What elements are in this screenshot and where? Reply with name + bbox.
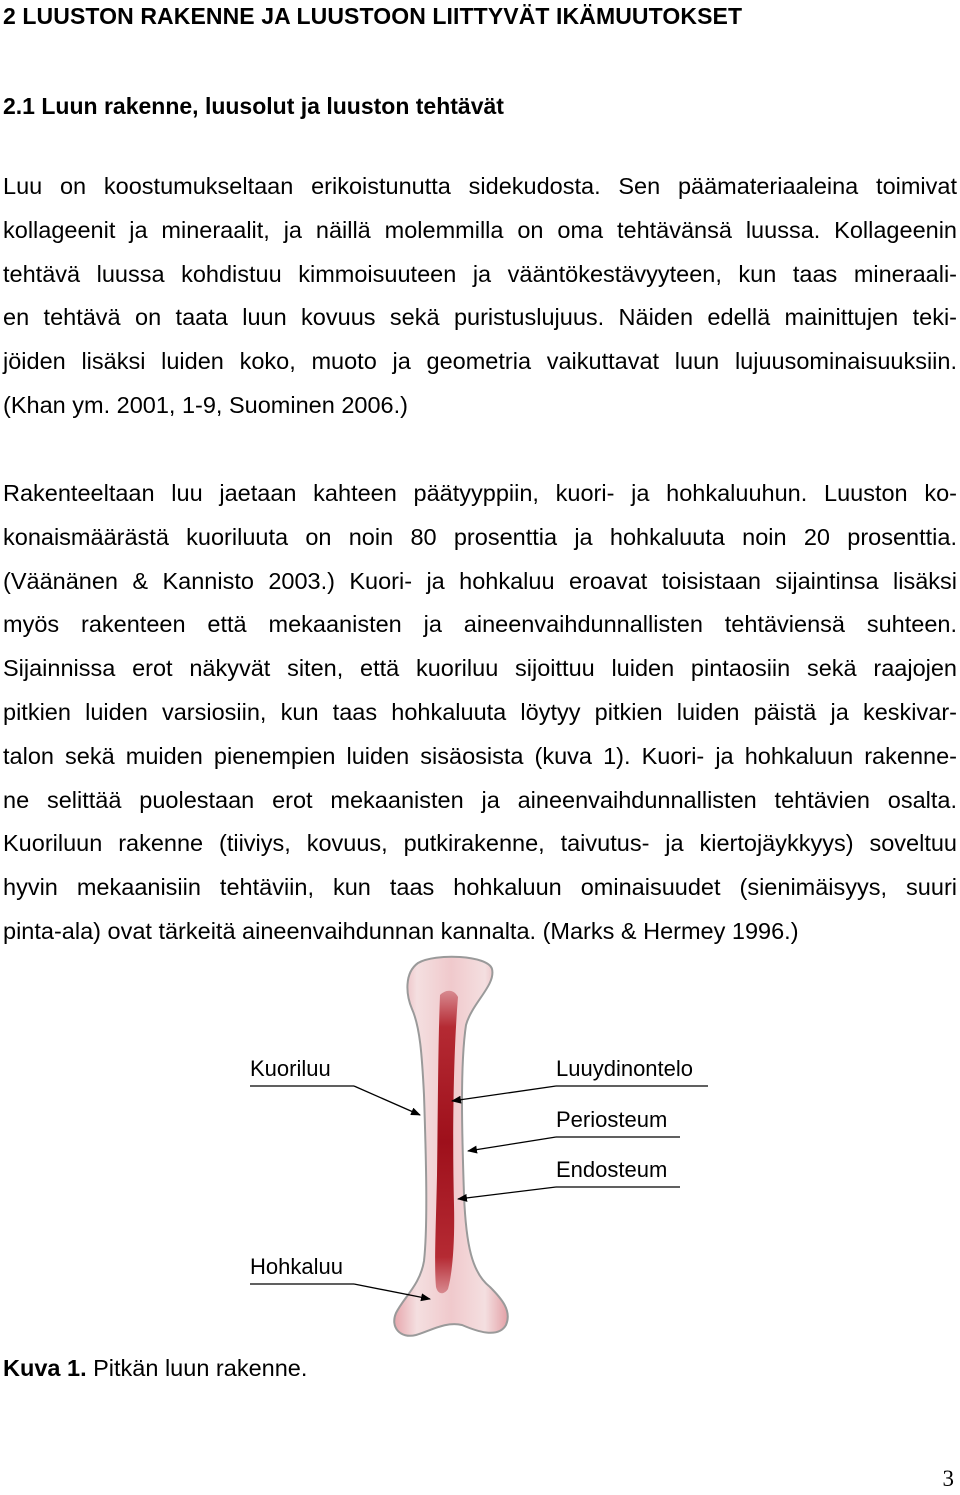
- section-heading: 2.1 Luun rakenne, luusolut ja luuston tehtävät: [3, 93, 504, 119]
- paragraph-line: hyvin mekaanisiin tehtäviin, kun taas hohkaluun ominaisuudet (sienimäisyys, suuri: [3, 874, 957, 901]
- paragraph-2: [3, 472, 957, 954]
- paragraph-line: Kuoriluun rakenne (tiiviys, kovuus, putkirakenne, taivutus- ja kiertojäykkyys) soveltuu: [3, 830, 957, 857]
- label-periosteum: Periosteum: [556, 1107, 668, 1132]
- paragraph-line: (Väänänen & Kannisto 2003.) Kuori- ja hohkaluu eroavat toisistaan sijaintinsa lisäksi: [3, 567, 957, 594]
- arrow-endosteum: [458, 1187, 556, 1199]
- long-bone-diagram: [240, 955, 720, 1345]
- paragraph-line: Sijainnissa erot näkyvät siten, että kuoriluu sijoittuu luiden pintaosiin sekä raajojen: [3, 655, 957, 682]
- figure-caption: [3, 1355, 307, 1382]
- paragraph-1: [3, 165, 957, 428]
- page-number: 3: [942, 1466, 954, 1491]
- caption-label: Kuva 1.: [3, 1355, 87, 1381]
- long-bone-figure: [240, 955, 720, 1345]
- paragraph-line: Rakenteeltaan luu jaetaan kahteen päätyyppiin, kuori- ja hohkaluuhun. Luuston ko-: [3, 480, 957, 506]
- paragraph-line: (Khan ym. 2001, 1-9, Suominen 2006.): [3, 391, 408, 418]
- paragraph-line: pinta-ala) ovat tärkeitä aineenvaihdunnan kannalta. (Marks & Hermey 1996.): [3, 917, 799, 944]
- label-kuoriluu: Kuoriluu: [250, 1056, 331, 1081]
- arrow-periosteum: [468, 1137, 556, 1151]
- chapter-heading: 2 LUUSTON RAKENNE JA LUUSTOON LIITTYVÄT IKÄMUUTOKSET: [3, 3, 743, 29]
- caption-text: Pitkän luun rakenne.: [86, 1355, 308, 1381]
- paragraph-line: kollageenit ja mineraalit, ja näillä molemmilla on oma tehtävänsä luussa. Kollageenin: [3, 216, 957, 243]
- label-luuydinontelo: Luuydinontelo: [556, 1056, 694, 1081]
- paragraph-line: pitkien luiden varsiosiin, kun taas hohkaluuta löytyy pitkien luiden päistä ja keskivar-: [3, 698, 957, 725]
- paragraph-line: ne selittää puolestaan erot mekaanisten ja aineenvaihdunnallisten tehtävien osalta.: [3, 786, 957, 813]
- paragraph-line: Luu on koostumukseltaan erikoistunutta sidekudosta. Sen päämateriaaleina toimivat: [3, 173, 957, 199]
- paragraph-line: myös rakenteen että mekaanisten ja aineenvaihdunnallisten tehtäviensä suhteen.: [3, 611, 957, 638]
- arrow-luuydinontelo: [452, 1086, 556, 1101]
- paragraph-line: en tehtävä on taata luun kovuus sekä puristuslujuus. Näiden edellä mainittujen teki-: [3, 304, 957, 331]
- paragraph-line: konaismäärästä kuoriluuta on noin 80 prosenttia ja hohkaluuta noin 20 prosenttia.: [3, 523, 957, 550]
- label-hohkaluu: Hohkaluu: [250, 1254, 343, 1279]
- paragraph-line: talon sekä muiden pienempien luiden sisäosista (kuva 1). Kuori- ja hohkaluun rakenne-: [3, 742, 957, 769]
- arrow-kuoriluu: [354, 1086, 420, 1115]
- paragraph-line: jöiden lisäksi luiden koko, muoto ja geometria vaikuttavat luun lujuusominaisuuksiin.: [3, 348, 957, 375]
- paragraph-line: tehtävä luussa kohdistuu kimmoisuuteen ja vääntökestävyyteen, kun taas mineraali-: [3, 260, 957, 287]
- label-endosteum: Endosteum: [556, 1157, 668, 1182]
